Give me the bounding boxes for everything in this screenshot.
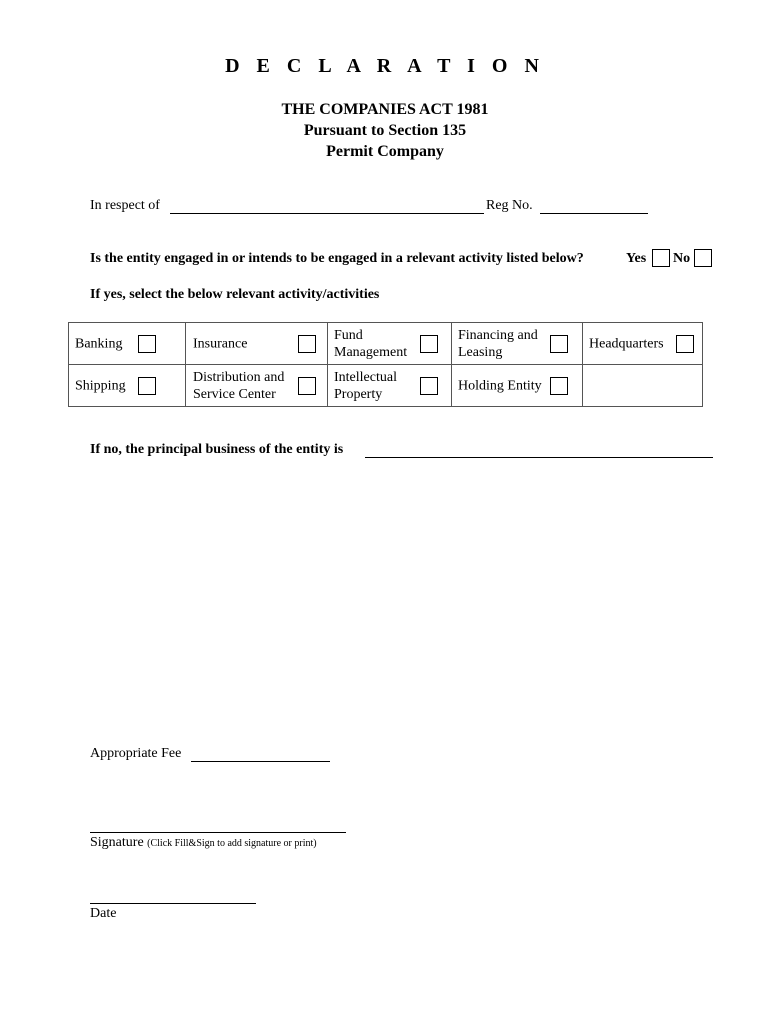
activity-cell-holding-entity [452, 365, 583, 407]
banking-checkbox[interactable] [138, 335, 156, 353]
date-label: Date [90, 906, 117, 921]
financing-leasing-checkbox[interactable] [550, 335, 568, 353]
signature-label: Signature [90, 835, 144, 850]
activity-cell-shipping [69, 365, 186, 407]
activity-label: Shipping [75, 378, 126, 393]
yes-checkbox[interactable] [652, 249, 670, 267]
activity-cell-distribution [186, 365, 328, 407]
activity-cell-insurance [186, 323, 328, 365]
appropriate-fee-field[interactable] [191, 761, 330, 762]
activity-label: Financing and Leasing [458, 327, 538, 360]
principal-business-label: If no, the principal business of the entity is [90, 442, 344, 457]
reg-no-label: Reg No. [486, 198, 533, 213]
activity-label: Distribution and Service Center [193, 369, 285, 402]
relevant-activity-question: Is the entity engaged in or intends to be engaged in a relevant activity listed below? [90, 251, 584, 266]
activity-cell-financing-leasing [452, 323, 583, 365]
principal-business-field[interactable] [365, 457, 713, 458]
document-title: D E C L A R A T I O N [225, 55, 545, 77]
company-type-heading: Permit Company [326, 143, 444, 160]
activity-label: Intellectual Property [334, 369, 397, 402]
activities-row [69, 365, 703, 407]
holding-entity-checkbox[interactable] [550, 377, 568, 395]
activity-cell-fund-management [328, 323, 452, 365]
fund-management-checkbox[interactable] [420, 335, 438, 353]
activity-cell-banking [69, 323, 186, 365]
activity-label: Headquarters [589, 336, 664, 352]
shipping-checkbox[interactable] [138, 377, 156, 395]
in-respect-of-field[interactable] [170, 213, 484, 214]
no-label: No [673, 251, 691, 266]
distribution-service-center-checkbox[interactable] [298, 377, 316, 395]
no-checkbox[interactable] [694, 249, 712, 267]
activities-table [68, 322, 703, 407]
intellectual-property-checkbox[interactable] [420, 377, 438, 395]
in-respect-of-label: In respect of [90, 198, 160, 213]
activity-cell-intellectual-property [328, 365, 452, 407]
activity-cell-empty [583, 365, 703, 407]
select-activities-prompt: If yes, select the below relevant activity/activities [90, 287, 380, 302]
yes-label: Yes [626, 251, 647, 266]
headquarters-checkbox[interactable] [676, 335, 694, 353]
signature-line[interactable] [90, 832, 346, 833]
act-heading: THE COMPANIES ACT 1981 [281, 101, 489, 118]
activity-cell-headquarters [583, 323, 703, 365]
activity-label: Fund Management [334, 327, 408, 360]
reg-no-field[interactable] [540, 213, 648, 214]
signature-hint: (Click Fill&Sign to add signature or print) [147, 838, 317, 849]
signature-label-group [90, 835, 317, 851]
section-heading: Pursuant to Section 135 [303, 122, 467, 139]
activity-label: Banking [75, 336, 123, 351]
activity-label: Holding Entity [458, 378, 542, 393]
activities-row [69, 323, 703, 365]
insurance-checkbox[interactable] [298, 335, 316, 353]
appropriate-fee-label: Appropriate Fee [90, 746, 182, 761]
date-line[interactable] [90, 903, 256, 904]
activity-label: Insurance [193, 336, 248, 351]
